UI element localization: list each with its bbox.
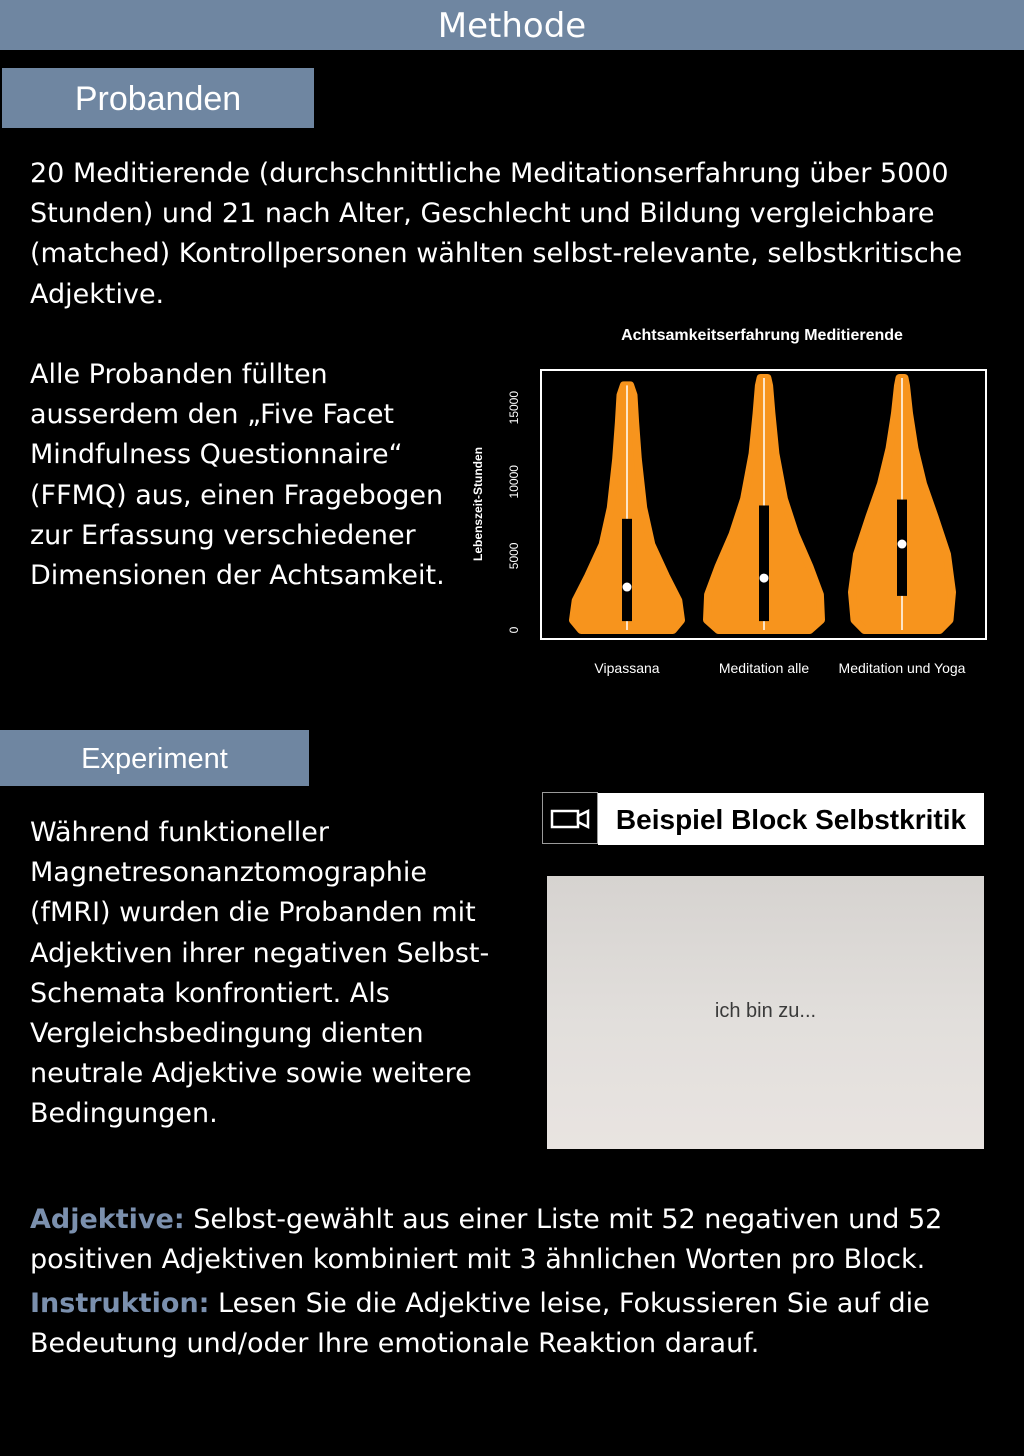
- stimulus-text: ich bin zu...: [714, 1000, 817, 1022]
- x-tick-label: Meditation alle: [718, 660, 810, 676]
- median-dot: [760, 574, 769, 583]
- section-tab-experiment: Experiment: [0, 730, 309, 786]
- experiment-paragraph: Während funktioneller Magnetresonanztomographie (fMRI) wurden die Probanden mit Adjektiven ihrer negativen Selbst-Schemata konfrontiert. Als Vergleichsbedingung dienten neutrale Adjektive sowie weitere Bedingungen.: [30, 817, 490, 1130]
- chart-title: Achtsamkeitserfahrung Meditierende: [621, 327, 903, 344]
- adjektive-paragraph: [30, 1200, 1010, 1280]
- median-dot: [898, 540, 907, 549]
- page-header: Methode: [0, 0, 1024, 50]
- violins: [573, 378, 952, 630]
- probanden-paragraph-1: 20 Meditierende (durchschnittliche Meditationserfahrung über 5000 Stunden) und 21 nach Alter, Geschlecht und Bildung vergleichbare (matched) Kontrollpersonen wählten selbst-relevante, selbstkritische Adjektive.: [30, 158, 963, 310]
- x-tick-label: Meditation und Yoga: [838, 660, 966, 676]
- adjektive-text: Selbst-gewählt aus einer Liste mit 52 negativen und 52 positiven Adjektiven kombiniert mit 3 ähnlichen Worten pro Block.: [30, 1204, 943, 1276]
- adjektive-label: Adjektive:: [30, 1204, 185, 1235]
- probanden-paragraph-2: Alle Probanden füllten ausserdem den „Five Facet Mindfulness Questionnaire“ (FFMQ) aus, einen Fragebogen zur Erfassung verschiedener Dimensionen der Achtsamkeit.: [30, 359, 445, 592]
- y-axis-label: Lebenszeit-Stunden: [471, 446, 485, 562]
- instruktion-paragraph: [30, 1284, 1010, 1364]
- instruktion-text: Lesen Sie die Adjektive leise, Fokussieren Sie auf die Bedeutung und/oder Ihre emotionale Reaktion darauf.: [30, 1288, 930, 1360]
- iqr-box: [622, 519, 632, 621]
- video-camera-icon[interactable]: [542, 792, 598, 844]
- y-tick-label: 5000: [507, 542, 521, 570]
- x-tick-labels: [594, 660, 965, 676]
- video-camera-glyph: [543, 793, 597, 843]
- y-tick-label: 0: [507, 626, 521, 634]
- y-tick-label: 15000: [507, 390, 521, 425]
- example-block-title: Beispiel Block Selbstkritik: [598, 793, 984, 845]
- median-dot: [623, 583, 632, 592]
- section-tab-probanden: Probanden: [2, 68, 314, 128]
- instruktion-label: Instruktion:: [30, 1288, 210, 1319]
- y-tick-label: 10000: [507, 465, 521, 499]
- iqr-box: [759, 505, 769, 621]
- violin-chart: [460, 318, 1000, 688]
- y-tick-labels: [507, 391, 521, 634]
- x-tick-label: Vipassana: [594, 660, 660, 676]
- stimulus-screen-photo: [547, 876, 984, 1149]
